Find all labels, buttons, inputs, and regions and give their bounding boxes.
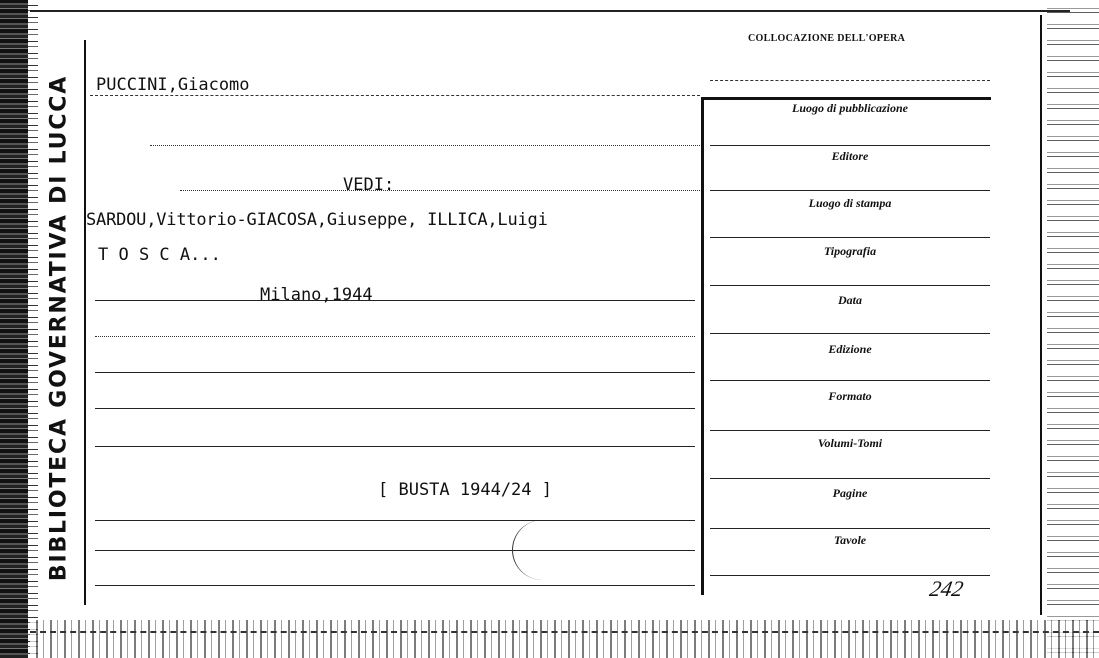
work-title: T O S C A... xyxy=(98,245,221,265)
author-line xyxy=(90,95,700,96)
field-line xyxy=(710,430,990,431)
field-line xyxy=(710,478,990,479)
ruled-line xyxy=(150,145,700,146)
field-volumi-tomi: Volumi-Tomi xyxy=(817,436,883,450)
busta-number: [ BUSTA 1944/24 ] xyxy=(378,480,552,500)
field-line xyxy=(710,528,990,529)
field-edizione: Edizione xyxy=(828,342,872,356)
field-line xyxy=(710,190,990,191)
header-underline xyxy=(710,80,990,81)
field-data: Data xyxy=(838,293,862,307)
field-tavole: Tavole xyxy=(833,533,867,547)
field-line xyxy=(710,145,990,146)
ruled-line xyxy=(95,585,695,586)
field-tipografia: Tipografia xyxy=(823,244,877,258)
field-line xyxy=(710,285,990,286)
author-name: PUCCINI,Giacomo xyxy=(96,75,250,95)
library-side-label: BIBLIOTECA GOVERNATIVA DI LUCCA xyxy=(46,74,72,582)
ruled-line xyxy=(95,300,695,301)
field-luogo-pubblicazione: Luogo di pubblicazione xyxy=(791,101,908,115)
right-box-top-rule xyxy=(701,97,991,100)
place-year: Milano,1944 xyxy=(260,285,373,305)
scan-edge-top xyxy=(30,0,1070,12)
handwritten-note: 242 xyxy=(927,576,966,601)
left-margin-rule xyxy=(84,40,86,605)
stamp-arc xyxy=(512,520,573,580)
field-line xyxy=(710,237,990,238)
scan-edge-left xyxy=(0,0,28,658)
ruled-line xyxy=(95,520,695,521)
field-luogo-stampa: Luogo di stampa xyxy=(808,196,892,210)
field-pagine: Pagine xyxy=(832,486,868,500)
ruled-line xyxy=(95,446,695,447)
scan-edge-bottom xyxy=(30,620,1099,658)
field-editore: Editore xyxy=(831,149,869,163)
field-line xyxy=(710,380,990,381)
right-edge-rule xyxy=(1040,15,1042,615)
authors-line: SARDOU,Vittorio-GIACOSA,Giuseppe, ILLICA,Luigi xyxy=(86,210,548,230)
scan-edge-right xyxy=(1047,0,1099,658)
ruled-line xyxy=(95,550,695,551)
field-formato: Formato xyxy=(828,389,872,403)
field-line xyxy=(710,333,990,334)
ruled-line xyxy=(95,336,695,337)
ruled-line xyxy=(95,372,695,373)
center-divider xyxy=(701,100,704,595)
scan-edge-bottom-line xyxy=(30,631,1099,633)
vedi-line xyxy=(180,190,700,191)
vedi-label: VEDI: xyxy=(343,175,395,195)
scan-edge-left-inner xyxy=(28,0,38,658)
collocation-header: COLLOCAZIONE DELL'OPERA xyxy=(748,33,906,44)
ruled-line xyxy=(95,408,695,409)
